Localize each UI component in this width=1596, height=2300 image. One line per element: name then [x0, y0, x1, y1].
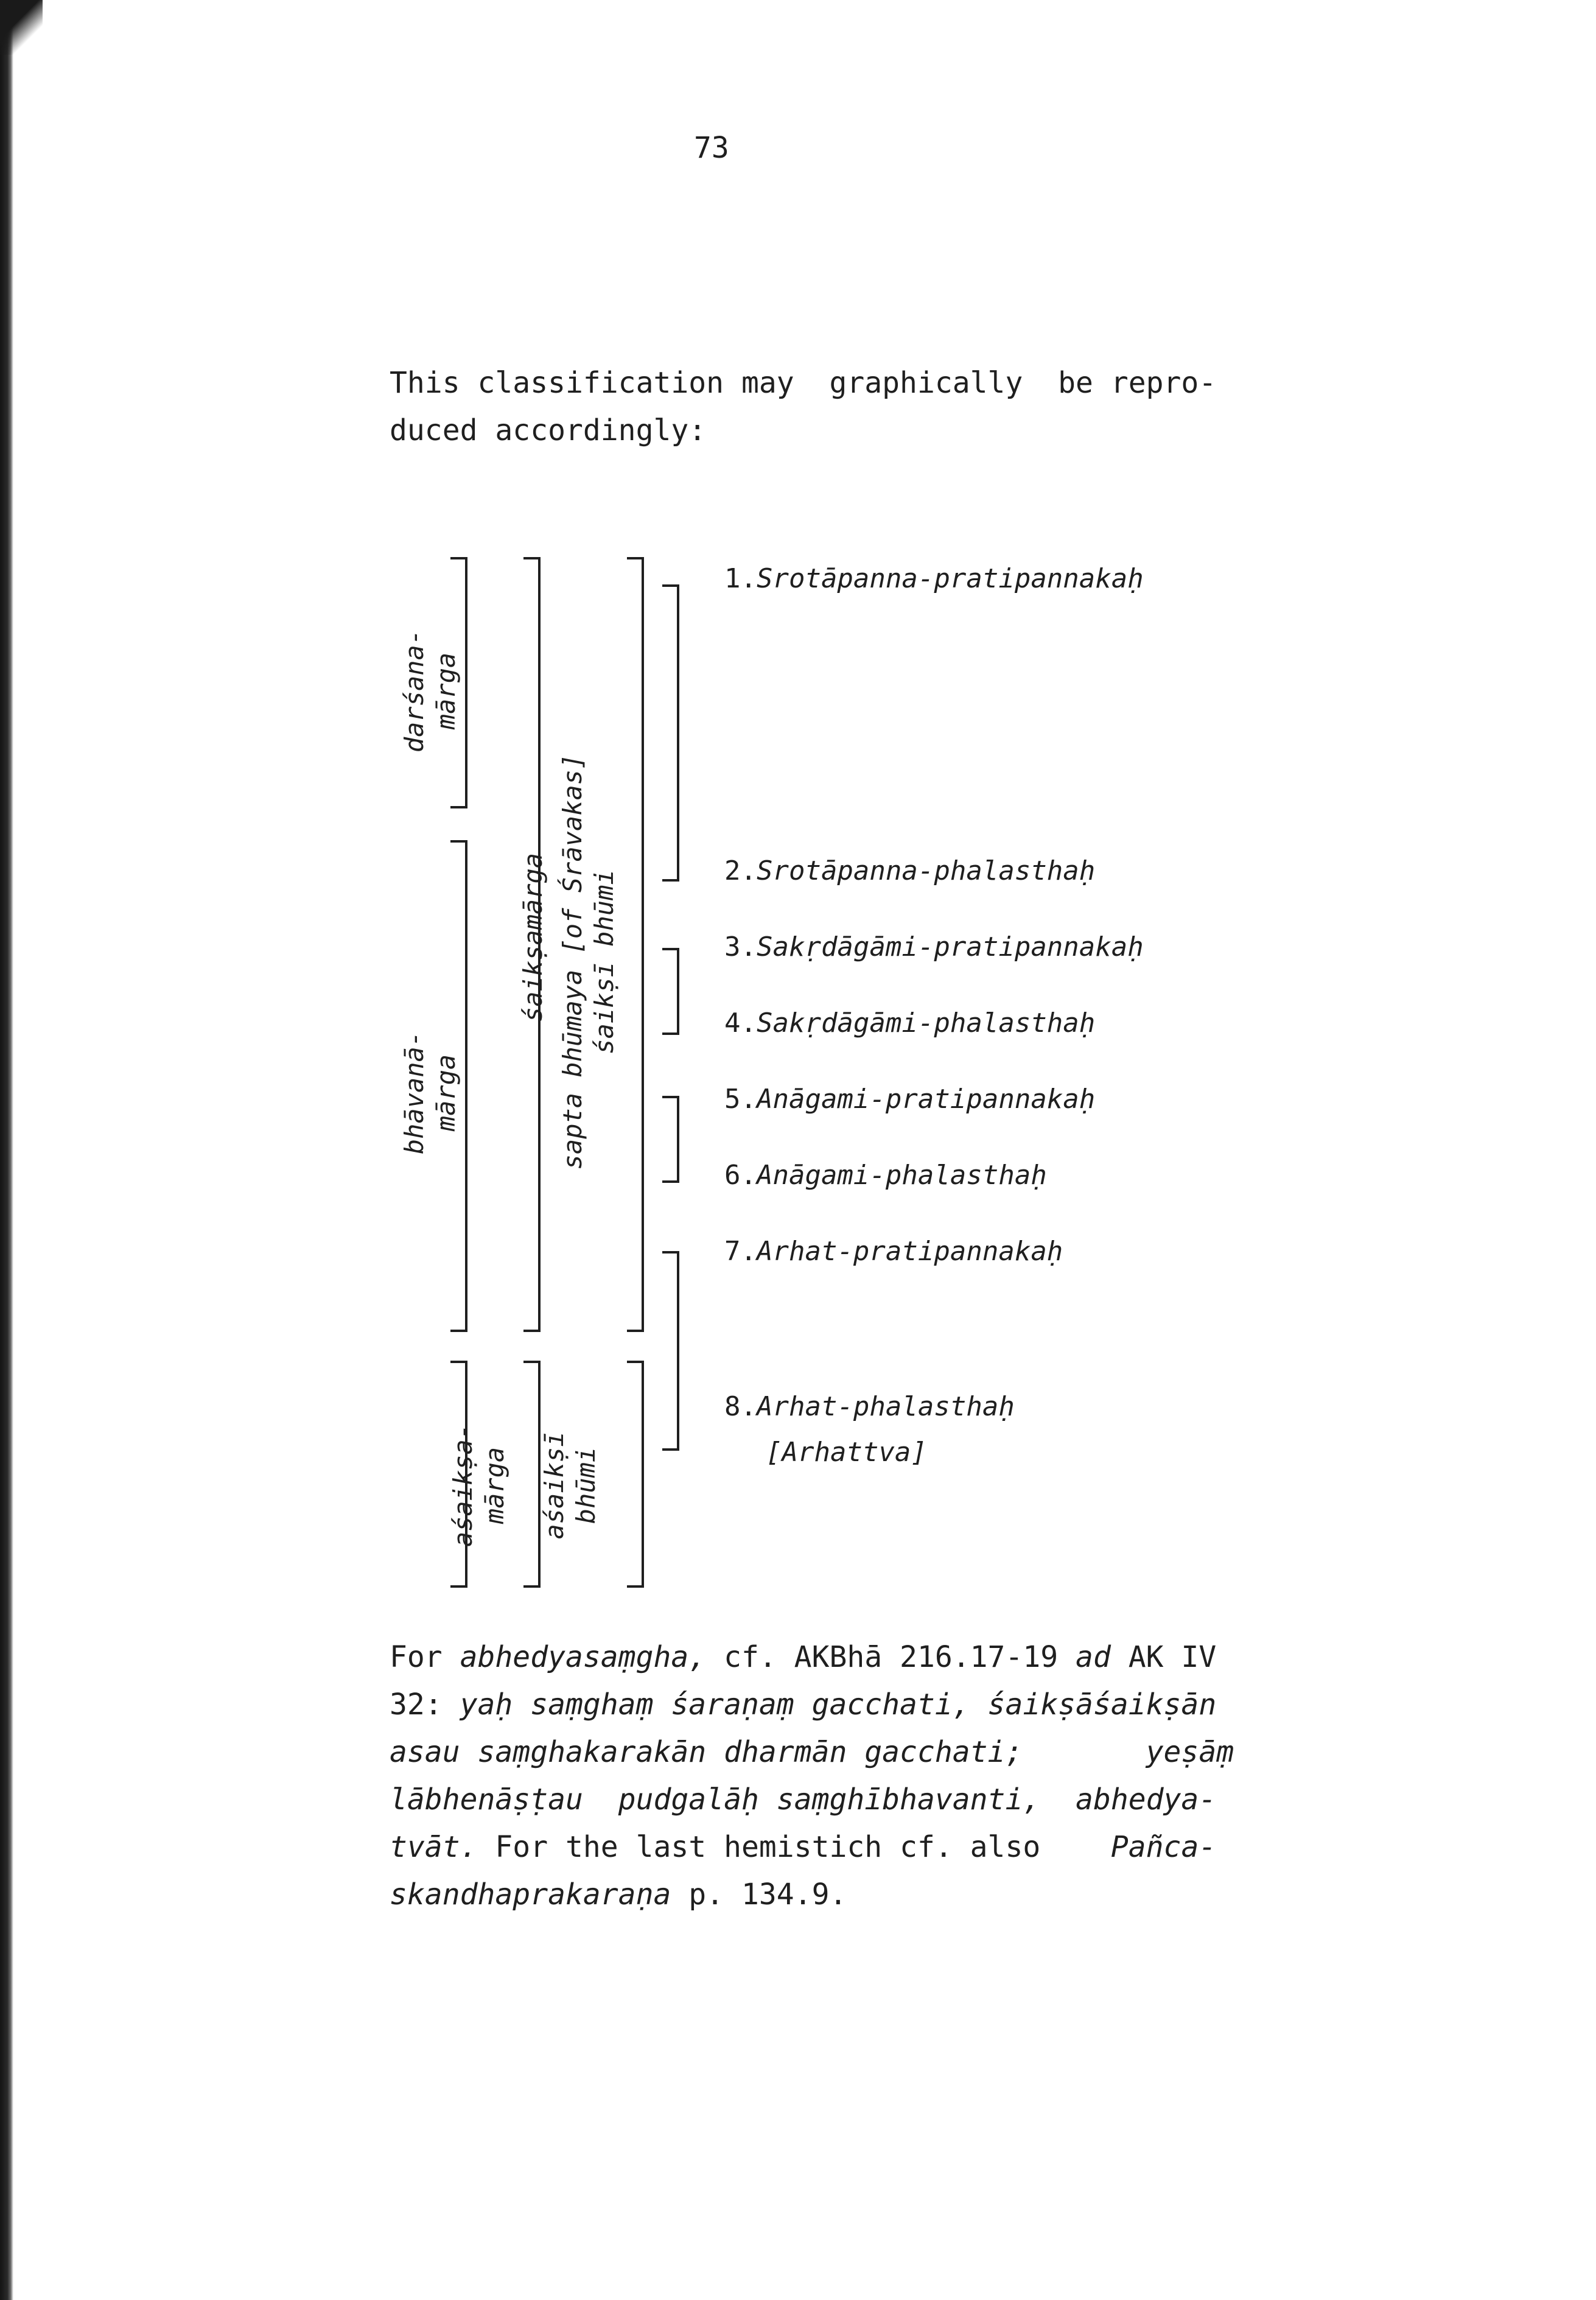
label-asaiksa-marga: aśaikṣa- mārga	[448, 1423, 509, 1548]
page-number: 73	[694, 131, 729, 165]
stage-7: 7.Arhat-pratipannakaḥ	[724, 1236, 1063, 1267]
stage-6: 6.Anāgami-phalasthaḥ	[724, 1160, 1047, 1191]
label-bhavana-marga: bhāvanā- mārga	[399, 1031, 461, 1155]
label-saiksamarga: śaikṣamārga	[518, 852, 548, 1023]
bracket-darsana-marga	[450, 557, 467, 808]
bracket-stages-1-2	[662, 584, 679, 882]
bracket-stages-5-6	[662, 1096, 679, 1183]
footnote-line-1: For abhedyasaṃgha, cf. AKBhā 216.17-19 ad AK IV	[390, 1640, 1217, 1674]
stage-3: 3.Sakṛdāgāmi-pratipannakaḥ	[724, 931, 1144, 962]
intro-line-1: This classification may graphically be repro-	[390, 366, 1217, 400]
footnote-line-5: tvāt. For the last hemistich cf. also Pañca-	[390, 1830, 1217, 1864]
stage-8-subtitle: [Arhattva]	[766, 1437, 927, 1468]
stage-2: 2.Srotāpanna-phalasthaḥ	[724, 855, 1096, 886]
bracket-stages-3-4	[662, 948, 679, 1035]
stage-1: 1.Srotāpanna-pratipannakaḥ	[724, 563, 1144, 594]
bracket-bhavana-marga	[450, 840, 467, 1332]
label-sapta-bhumaya: sapta bhūmaya [of Śrāvakas] śaikṣī bhūmi	[558, 754, 619, 1170]
footnote-line-3: asau saṃghakarakān dharmān gacchati; yeṣāṃ	[390, 1735, 1234, 1769]
footnote-paragraph	[390, 1633, 1260, 1918]
bracket-saiksamarga	[523, 557, 541, 1332]
bracket-asaiksa-marga	[450, 1361, 467, 1588]
bracket-stages-7-8	[662, 1251, 679, 1451]
bracket-asaiksi-bhumi	[523, 1361, 541, 1588]
footnote-line-6: skandhaprakaraṇa p. 134.9.	[390, 1878, 847, 1912]
label-darsana-marga: darśana- mārga	[399, 629, 461, 753]
footnote-line-4: lābhenāṣṭau pudgalāḥ saṃghībhavanti, abhedya-	[390, 1783, 1217, 1817]
stage-4: 4.Sakṛdāgāmi-phalasthaḥ	[724, 1008, 1096, 1039]
intro-line-2: duced accordingly:	[390, 413, 707, 447]
stage-8: 8.Arhat-phalasthaḥ	[724, 1391, 1015, 1422]
bracket-asaiksi-bhumi-outer	[627, 1361, 644, 1588]
footnote-line-2: 32: yaḥ saṃghaṃ śaraṇaṃ gacchati, śaikṣāśaikṣān	[390, 1688, 1217, 1722]
stage-5: 5.Anāgami-pratipannakaḥ	[724, 1084, 1096, 1115]
label-asaiksi-bhumi: aśaikṣī bhūmi	[539, 1431, 601, 1540]
bracket-sapta-bhumaya	[627, 557, 644, 1332]
